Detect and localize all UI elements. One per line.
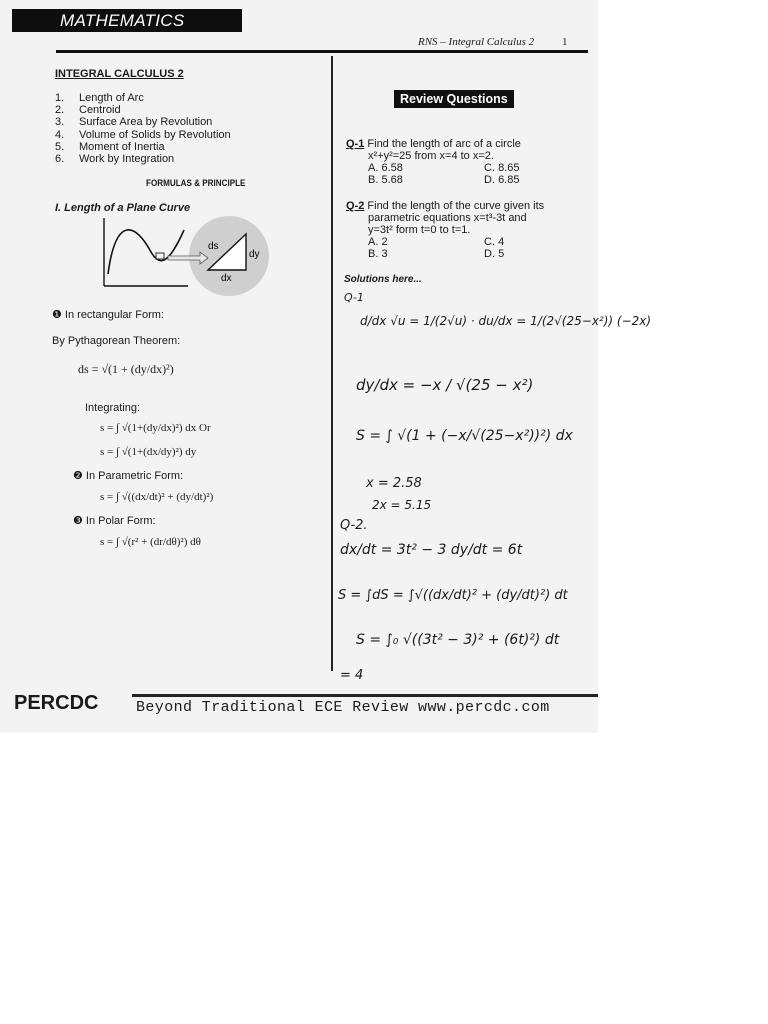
polar-form-label: ❸ In Polar Form: xyxy=(73,515,156,527)
page-number: 1 xyxy=(562,36,568,48)
running-head: RNS – Integral Calculus 2 xyxy=(418,36,535,48)
brand-logo: PERCDC xyxy=(14,692,99,714)
handwriting-line: 2x = 5.15 xyxy=(372,498,432,512)
subject-banner: MATHEMATICS xyxy=(12,9,242,32)
integrating-label: Integrating: xyxy=(85,402,141,414)
question-1: Q-1 Find the length of arc of a circle x²+y²=25 from x=4 to x=2. A. 6.58 C. 8.65 B. 5.68 D. 6.85 xyxy=(346,138,521,186)
s-formula-2: s = ∫ √(1+(dx/dy)²) dy xyxy=(100,446,197,458)
plane-curve-heading: I. Length of a Plane Curve xyxy=(55,202,191,214)
ds-formula: ds = √(1 + (dy/dx)²) xyxy=(78,362,174,376)
highlight-box xyxy=(156,253,164,259)
handwriting-line: dy/dx = −x / √(25 − x²) xyxy=(356,376,534,394)
ds-label: ds xyxy=(208,241,219,252)
pythagorean-label: By Pythagorean Theorem: xyxy=(52,335,181,347)
list-item: 1. Length of Arc xyxy=(55,92,144,104)
arc-length-figure xyxy=(96,214,276,300)
handwriting-line: S = ∫₀ √((3t² − 3)² + (6t)²) dt xyxy=(356,632,560,648)
footer-tagline: Beyond Traditional ECE Review www.percdc.com xyxy=(136,699,550,716)
param-form-label: ❷ In Parametric Form: xyxy=(73,470,184,482)
s-formula-1: s = ∫ √(1+(dy/dx)²) dx Or xyxy=(100,422,211,434)
solutions-label: Solutions here... xyxy=(344,274,422,285)
handwriting-line: Q-2. xyxy=(340,518,368,533)
handwriting-line: d/dx √u = 1/(2√u) · du/dx = 1/(2√(25−x²)) (−2x) xyxy=(360,314,652,328)
s-formula-polar: s = ∫ √(r² + (dr/dθ)²) dθ xyxy=(100,536,201,548)
list-item: 3. Surface Area by Revolution xyxy=(55,116,213,129)
column-divider xyxy=(331,56,333,671)
list-item: 4. Volume of Solids by Revolution xyxy=(55,128,231,141)
review-questions-title: Review Questions xyxy=(394,90,514,108)
formulas-heading: FORMULAS & PRINCIPLE xyxy=(146,178,246,188)
handwriting-line: dx/dt = 3t² − 3 dy/dt = 6t xyxy=(340,542,523,558)
handwriting-line: Q-1 xyxy=(344,291,364,304)
dx-label: dx xyxy=(221,273,232,284)
handwriting-line: S = ∫ √(1 + (−x/√(25−x²))²) dx xyxy=(356,428,573,444)
list-item: 6. Work by Integration xyxy=(55,153,175,166)
section-title: INTEGRAL CALCULUS 2 xyxy=(55,68,184,80)
rect-form-label: ❶ In rectangular Form: xyxy=(52,309,164,321)
list-item: 5. Moment of Inertia xyxy=(55,140,165,153)
curve xyxy=(108,230,184,274)
handwriting-line: = 4 xyxy=(340,668,364,683)
list-item: 2. Centroid xyxy=(55,104,121,117)
topic-list xyxy=(55,92,231,165)
footer-rule xyxy=(132,694,598,697)
header-rule xyxy=(56,50,588,53)
handwriting-line: x = 2.58 xyxy=(366,476,422,491)
zoom-arrow xyxy=(168,252,208,264)
handwriting-line: S = ∫dS = ∫√((dx/dt)² + (dy/dt)²) dt xyxy=(338,588,568,603)
question-2: Q-2 Find the length of the curve given its parametric equations x=t³-3t and y=3t² form t=0 to t=1. A. 2 C. 4 B. 3 D. 5 xyxy=(346,200,545,260)
dy-label: dy xyxy=(249,249,260,260)
s-formula-param: s = ∫ √((dx/dt)² + (dy/dt)²) xyxy=(100,491,214,503)
